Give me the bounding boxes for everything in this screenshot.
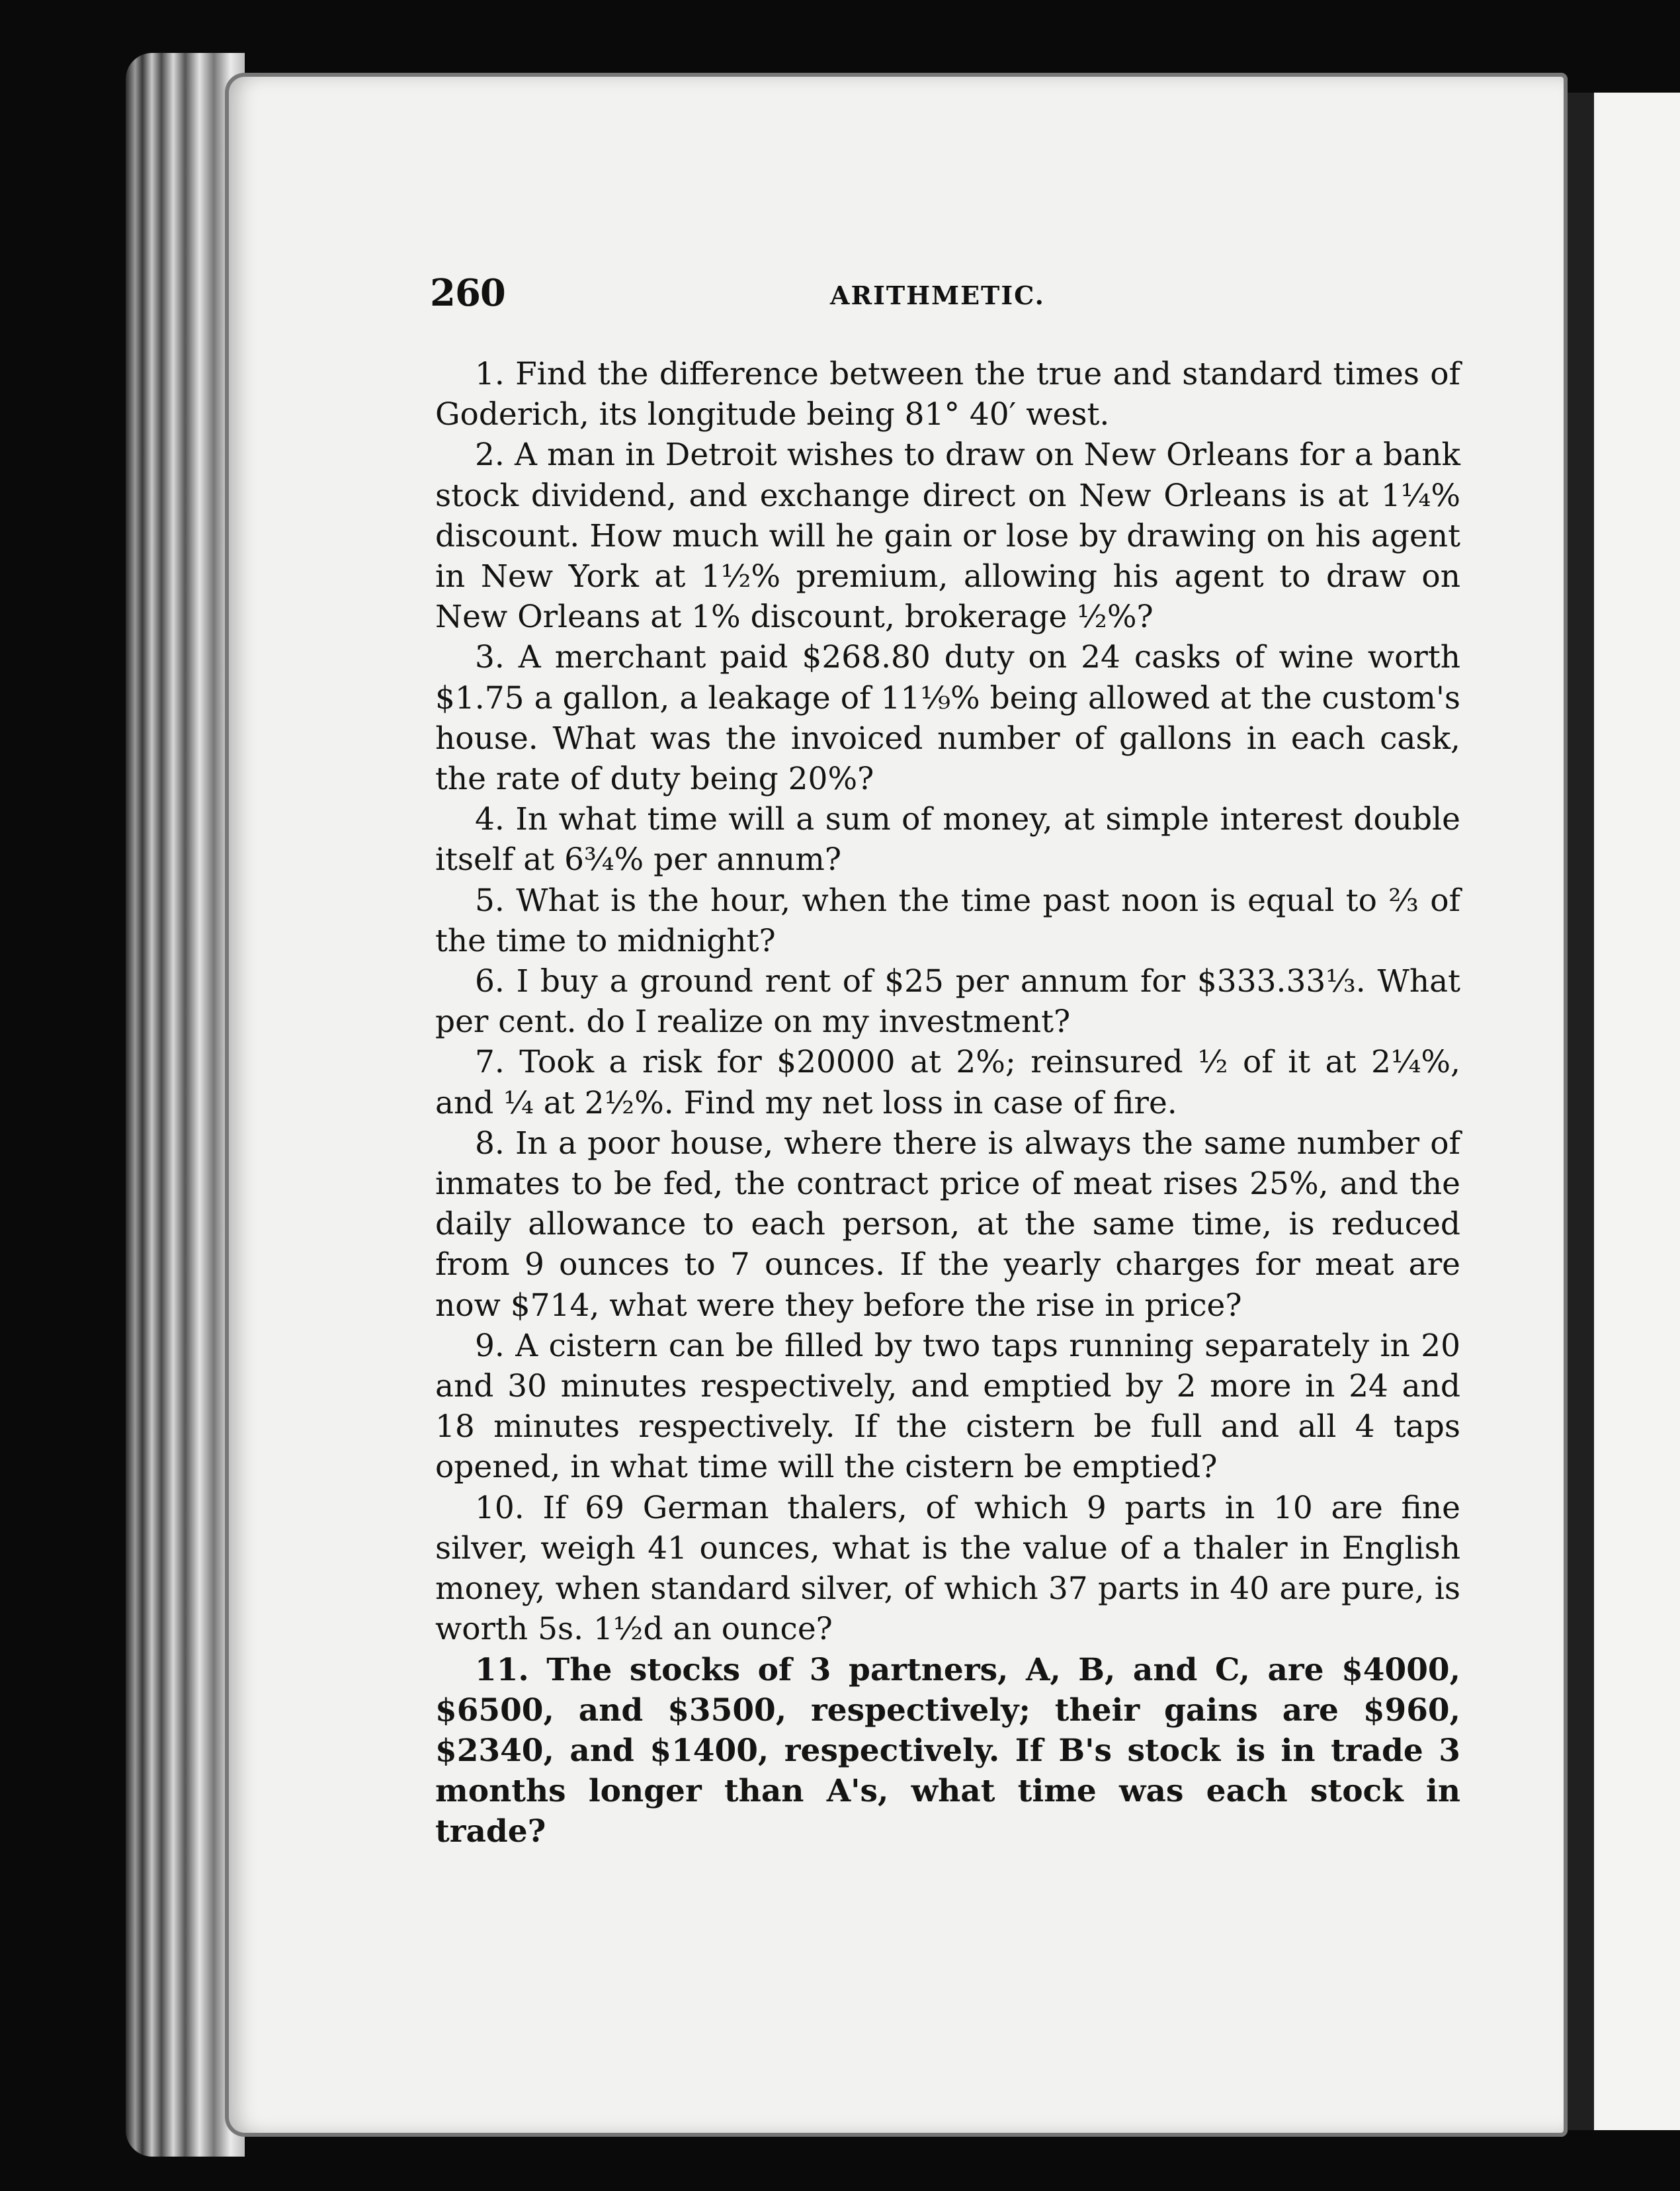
problem-6: 6. I buy a ground rent of $25 per annum for $333.33⅓. What per cent. do I realize on my investment? (435, 963, 1460, 1041)
problem-4: 4. In what time will a sum of money, at simple interest double itself at 6¾% per annum? (435, 801, 1460, 879)
problem-11: 11. The stocks of 3 partners, A, B, and C, are $4000, $6500, and $3500, respectively; their gains are $960, $2340, and $1400, respectively. If B's stock is in trade 3 months longer than A's, what time was each stock in trade? (435, 1651, 1460, 1850)
problem-5: 5. What is the hour, when the time past noon is equal to ⅔ of the time to midnight? (435, 882, 1460, 959)
facing-page-edge (1594, 93, 1680, 2130)
page-number: 260 (430, 271, 505, 315)
problem-7: 7. Took a risk for $20000 at 2%; reinsured ½ of it at 2¼%, and ¼ at 2½%. Find my net loss in case of fire. (435, 1044, 1460, 1121)
problem-9: 9. A cistern can be filled by two taps running separately in 20 and 30 minutes respectively, and emptied by 2 more in 24 and 18 minutes respectively. If the cistern be full and all 4 taps opened, in what time will the cistern be emptied? (435, 1327, 1460, 1486)
page-header (430, 271, 1462, 318)
problem-10: 10. If 69 German thalers, of which 9 parts in 10 are fine silver, weigh 41 ounces, what is the value of a thaler in English money, when standard silver, of which 37 parts in 40 are pure, is worth 5s. 1½d an ounce? (435, 1489, 1460, 1648)
page-gutter-shadow (1568, 93, 1594, 2130)
problem-8: 8. In a poor house, where there is always the same number of inmates to be fed, the contract price of meat rises 25%, and the daily allowance to each person, at the same time, is reduced from 9 ounces to 7 ounces. If the yearly charges for meat are now $714, what were they before the rise in price? (435, 1125, 1460, 1324)
problem-3: 3. A merchant paid $268.80 duty on 24 casks of wine worth $1.75 a gallon, a leakage of 11⅑% being allowed at the custom's house. What was the invoiced number of gallons in each cask, the rate of duty being 20%? (435, 639, 1460, 798)
problem-2: 2. A man in Detroit wishes to draw on New Orleans for a bank stock dividend, and exchange direct on New Orleans is at 1¼% discount. How much will he gain or lose by drawing on his agent in New York at 1½% premium, allowing his agent to draw on New Orleans at 1% discount, brokerage ½%? (435, 437, 1460, 636)
problem-list (435, 354, 1460, 1852)
running-head: ARITHMETIC. (830, 280, 1045, 310)
problem-1: 1. Find the difference between the true and standard times of Goderich, its longitude being 81° 40′ west. (435, 356, 1460, 433)
